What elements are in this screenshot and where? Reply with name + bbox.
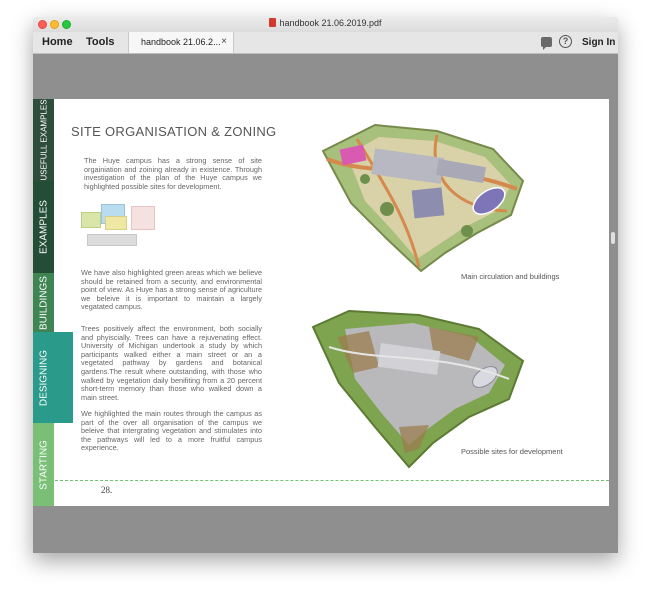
tab-starting[interactable]: STARTING xyxy=(33,423,54,506)
title-bar xyxy=(33,17,618,32)
pdf-page xyxy=(33,99,609,506)
help-icon[interactable]: ? xyxy=(559,35,572,48)
home-button[interactable]: Home xyxy=(42,36,73,48)
circulation-map-image xyxy=(317,119,527,277)
document-tab-label: handbook 21.06.2... xyxy=(141,37,221,47)
pdf-window xyxy=(33,17,618,553)
window-title: handbook 21.06.2019.pdf xyxy=(33,18,618,28)
swatch-pink xyxy=(131,206,155,230)
comment-icon[interactable] xyxy=(541,37,552,47)
tab-buildings[interactable]: BUILDINGS xyxy=(33,273,54,332)
swatch-green xyxy=(81,212,101,228)
document-tab[interactable] xyxy=(128,32,234,53)
green-areas-paragraph: We have also highlighted green areas which we believe should be retained from a security, and environmental point of view. As Huye has a strong sense of agriculture we beleive it is important to maintain a largely vegatated campus. xyxy=(81,268,262,312)
close-tab-icon[interactable]: × xyxy=(221,36,227,47)
tools-button[interactable]: Tools xyxy=(86,36,115,48)
swatch-yellow xyxy=(105,216,127,230)
tab-usefull-examples[interactable]: USEFULL EXAMPLES xyxy=(33,99,54,181)
pdf-file-icon xyxy=(269,18,276,27)
circulation-caption: Main circulation and buildings xyxy=(461,272,560,281)
tab-examples[interactable]: EXAMPLES xyxy=(33,181,54,273)
swatch-grey xyxy=(87,234,137,246)
page-number: 28. xyxy=(101,485,113,495)
sign-in-button[interactable]: Sign In xyxy=(582,37,616,48)
zoning-swatches-image xyxy=(81,200,159,248)
page-title: SITE ORGANISATION & ZONING xyxy=(71,124,277,139)
scrollbar-thumb[interactable] xyxy=(611,232,615,244)
footer-divider xyxy=(55,480,609,481)
tab-designing[interactable]: DESIGNING xyxy=(33,332,73,423)
routes-paragraph: We highlighted the main routes through the campus as part of the over all organisation of the campus we beleive that intergrating vegetation and stimulates into the pathways will led to a more fruitful campus experience. xyxy=(81,409,262,453)
toolbar xyxy=(33,32,618,54)
development-caption: Possible sites for development xyxy=(461,447,563,456)
trees-paragraph: Trees positively affect the environment, both socially and phyiscially. Trees can have a rejuvenating effect. University of Michigan undertook a study by which participants walked either a main street or an a vegetated pathway by gardens and botanical gardens.The result where outstanding, with those who walked by vegetation daily benifiting from a 20 percent short-term memory than those who walked down a main street. xyxy=(81,324,262,402)
intro-paragraph: The Huye campus has a strong sense of site orgainiation and zoining already in existence. Through investigation of the plan of the Huye campus we highlighted possible sites for development. xyxy=(84,156,262,191)
